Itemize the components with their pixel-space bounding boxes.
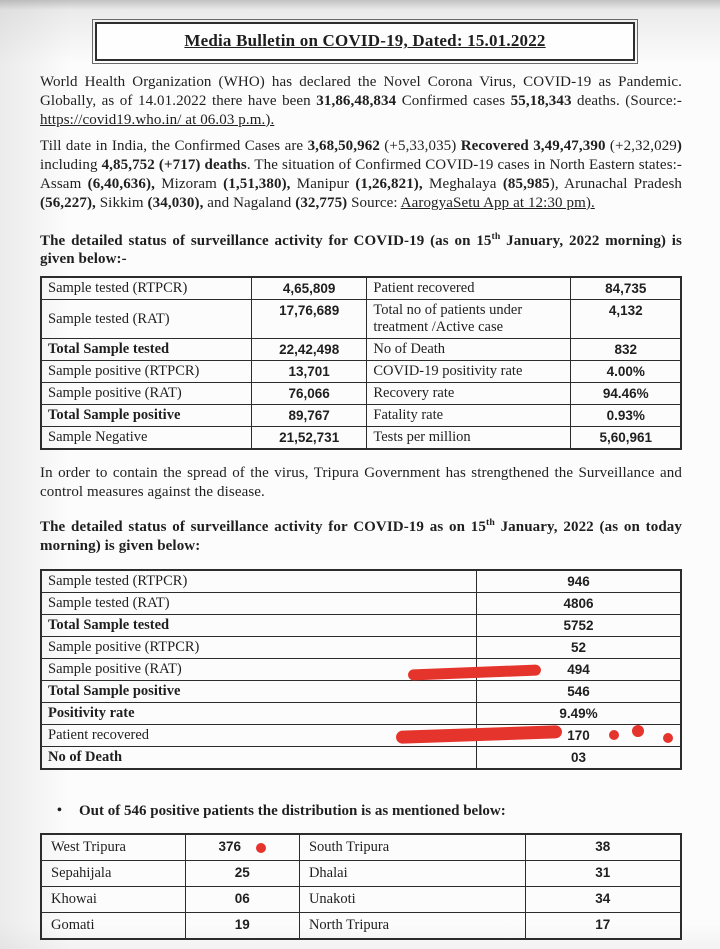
table-row <box>41 383 681 405</box>
text-segment: (32,775) <box>295 194 348 211</box>
text-segment: 55,18,343 <box>510 92 572 109</box>
district-count: 25 <box>185 861 299 887</box>
text-segment: including <box>40 157 102 174</box>
district-count: 38 <box>525 834 681 861</box>
table-row <box>41 834 681 861</box>
table-row <box>41 637 681 659</box>
state-metric-label: Total Sample tested <box>41 339 251 361</box>
text-segment: AarogyaSetu App at 12:30 pm). <box>400 194 595 211</box>
district-count: 06 <box>185 887 299 913</box>
table-row <box>41 913 681 940</box>
tripura-metric-label: Sample positive (RAT) <box>41 659 476 681</box>
paragraph-who-global <box>40 73 682 129</box>
district-count: 31 <box>525 861 681 887</box>
text-segment: The detailed status of surveillance activity for COVID-19 (as on 15 <box>40 232 492 249</box>
table-row <box>41 300 681 339</box>
text-segment: (34,030), <box>147 194 204 211</box>
table-row <box>41 887 681 913</box>
state-metric-label: Sample tested (RTPCR) <box>41 277 251 300</box>
state-metric-label: Sample Negative <box>41 427 251 450</box>
state-metric-value: 5,60,961 <box>571 427 681 450</box>
district-name: North Tripura <box>299 913 525 940</box>
table-row <box>41 593 681 615</box>
bulletin-title-box <box>95 22 635 61</box>
tripura-metric-value: 03 <box>476 747 681 770</box>
state-surveillance-table <box>40 276 682 450</box>
text-segment: 31,86,48,834 <box>316 92 397 109</box>
district-name: West Tripura <box>41 834 185 861</box>
bulletin-title: Media Bulletin on COVID-19, Dated: 15.01.2022 <box>184 31 546 50</box>
text-segment: January, 2022 morning) is given below:- <box>40 232 682 268</box>
state-metric-label: Total Sample positive <box>41 405 251 427</box>
table-row <box>41 427 681 450</box>
text-segment: (85,985 <box>502 175 550 192</box>
text-segment: Mizoram <box>154 175 224 192</box>
table-row <box>41 277 681 300</box>
text-segment: (+5,33,035) <box>379 138 461 155</box>
tripura-metric-value: 5752 <box>476 615 681 637</box>
tripura-metric-value: 170 <box>476 725 681 747</box>
document-page <box>0 22 720 949</box>
text-segment: Confirmed cases <box>396 92 511 109</box>
text-segment: Till date in India, the Confirmed Cases are <box>40 138 308 155</box>
state-metric-label: Tests per million <box>367 427 571 450</box>
state-metric-label: Recovery rate <box>367 383 571 405</box>
tripura-metric-value: 4806 <box>476 593 681 615</box>
tripura-metric-label: Total Sample positive <box>41 681 476 703</box>
district-name: Unakoti <box>299 887 525 913</box>
text-segment: th <box>485 516 495 528</box>
tripura-metric-label: Sample positive (RTPCR) <box>41 637 476 659</box>
tripura-metric-value: 9.49% <box>476 703 681 725</box>
tripura-metric-label: Patient recovered <box>41 725 476 747</box>
state-metric-label: Total no of patients under treatment /Active case <box>367 300 571 339</box>
text-segment: ), Arunachal Pradesh <box>549 175 682 192</box>
district-name: Khowai <box>41 887 185 913</box>
district-name: Sepahijala <box>41 861 185 887</box>
tripura-metric-value: 494 <box>476 659 681 681</box>
tripura-metric-value: 946 <box>476 570 681 593</box>
tripura-metric-value: 546 <box>476 681 681 703</box>
table-row <box>41 405 681 427</box>
district-count: 17 <box>525 913 681 940</box>
state-metric-value: 76,066 <box>251 383 366 405</box>
heading-tripura-surveillance <box>40 514 682 556</box>
state-metric-label: COVID-19 positivity rate <box>367 361 571 383</box>
state-metric-value: 4,65,809 <box>251 277 366 300</box>
state-metric-value: 21,52,731 <box>251 427 366 450</box>
text-segment: and Nagaland <box>203 194 296 211</box>
state-metric-value: 4,132 <box>571 300 681 339</box>
text-segment: (1,51,380), <box>223 175 291 192</box>
tripura-table-wrapper <box>40 569 682 770</box>
text-segment: ) <box>676 138 682 155</box>
paragraph-tripura-measures: In order to contain the spread of the virus, Tripura Government has strengthened the Surveillance and control measures against the disease. <box>40 465 682 500</box>
table-row <box>41 615 681 637</box>
text-segment: January, 2022 <box>494 518 600 535</box>
red-marker-dot-inline <box>256 843 266 853</box>
table-row <box>41 725 681 747</box>
state-metric-label: Fatality rate <box>367 405 571 427</box>
district-name: South Tripura <box>299 834 525 861</box>
state-metric-value: 13,701 <box>251 361 366 383</box>
text-segment: Recovered 3,49,47,390 <box>460 138 606 155</box>
table-row <box>41 747 681 770</box>
state-metric-value: 84,735 <box>571 277 681 300</box>
state-metric-value: 17,76,689 <box>251 300 366 339</box>
text-segment: 4,85,752 (+717) deaths <box>101 157 247 174</box>
text-segment: World Health Organization (WHO) has declared the Novel Corona Virus, COVID-19 as Pandemic. Globally, as of 14.01.2022 there have been <box>40 74 682 109</box>
tripura-surveillance-table-body <box>41 570 681 769</box>
state-metric-value: 94.46% <box>571 383 681 405</box>
text-segment: th <box>491 230 501 242</box>
state-metric-label: Patient recovered <box>367 277 571 300</box>
distribution-note <box>57 803 682 820</box>
tripura-surveillance-table <box>40 569 682 770</box>
table-row <box>41 570 681 593</box>
text-segment: 3,68,50,962 <box>307 138 380 155</box>
table-row <box>41 681 681 703</box>
tripura-metric-label: Positivity rate <box>41 703 476 725</box>
district-count: 34 <box>525 887 681 913</box>
text-segment: Manipur <box>290 175 356 192</box>
state-metric-label: Sample tested (RAT) <box>41 300 251 339</box>
state-metric-label: No of Death <box>367 339 571 361</box>
heading-state-surveillance <box>40 228 682 270</box>
tripura-metric-label: Sample tested (RAT) <box>41 593 476 615</box>
bullet-icon: • <box>57 803 62 819</box>
district-count: 376 <box>185 834 299 861</box>
state-surveillance-table-body <box>41 277 681 449</box>
district-distribution-table <box>40 833 682 940</box>
text-segment: (as on today morning) is given below: <box>40 518 682 554</box>
state-metric-label: Sample positive (RAT) <box>41 383 251 405</box>
text-segment: https://covid19.who.in/ at 06.03 p.m.). <box>40 111 275 128</box>
table-row <box>41 703 681 725</box>
district-name: Gomati <box>41 913 185 940</box>
tripura-metric-label: Sample tested (RTPCR) <box>41 570 476 593</box>
state-metric-label: Sample positive (RTPCR) <box>41 361 251 383</box>
text-segment: Source: <box>347 194 401 211</box>
tripura-metric-label: Total Sample tested <box>41 615 476 637</box>
state-metric-value: 4.00% <box>571 361 681 383</box>
text-segment: (1,26,821), <box>355 175 423 192</box>
table-row <box>41 861 681 887</box>
text-segment: (6,40,636), <box>87 175 155 192</box>
district-distribution-table-body <box>41 834 681 939</box>
distribution-note-text: Out of 546 positive patients the distribution is as mentioned below: <box>79 803 506 820</box>
table-row <box>41 339 681 361</box>
text-segment: deaths. (Source:- <box>571 92 682 109</box>
state-metric-value: 832 <box>571 339 681 361</box>
table-row <box>41 659 681 681</box>
district-name: Dhalai <box>299 861 525 887</box>
paragraph-india-northeast <box>40 137 682 212</box>
text-segment: (56,227), <box>40 194 96 211</box>
state-metric-value: 0.93% <box>571 405 681 427</box>
text-segment: The detailed status of surveillance activity for COVID-19 as on 15 <box>40 518 486 535</box>
tripura-metric-value: 52 <box>476 637 681 659</box>
state-metric-value: 22,42,498 <box>251 339 366 361</box>
district-count: 19 <box>185 913 299 940</box>
state-metric-value: 89,767 <box>251 405 366 427</box>
tripura-metric-label: No of Death <box>41 747 476 770</box>
text-segment: Meghalaya <box>422 175 503 192</box>
text-segment: Sikkim <box>95 194 148 211</box>
table-row <box>41 361 681 383</box>
text-segment: . The situation of Confirmed COVID-19 cases in North Eastern states:-Assam <box>40 157 682 192</box>
text-segment: (+2,32,029 <box>605 138 677 155</box>
